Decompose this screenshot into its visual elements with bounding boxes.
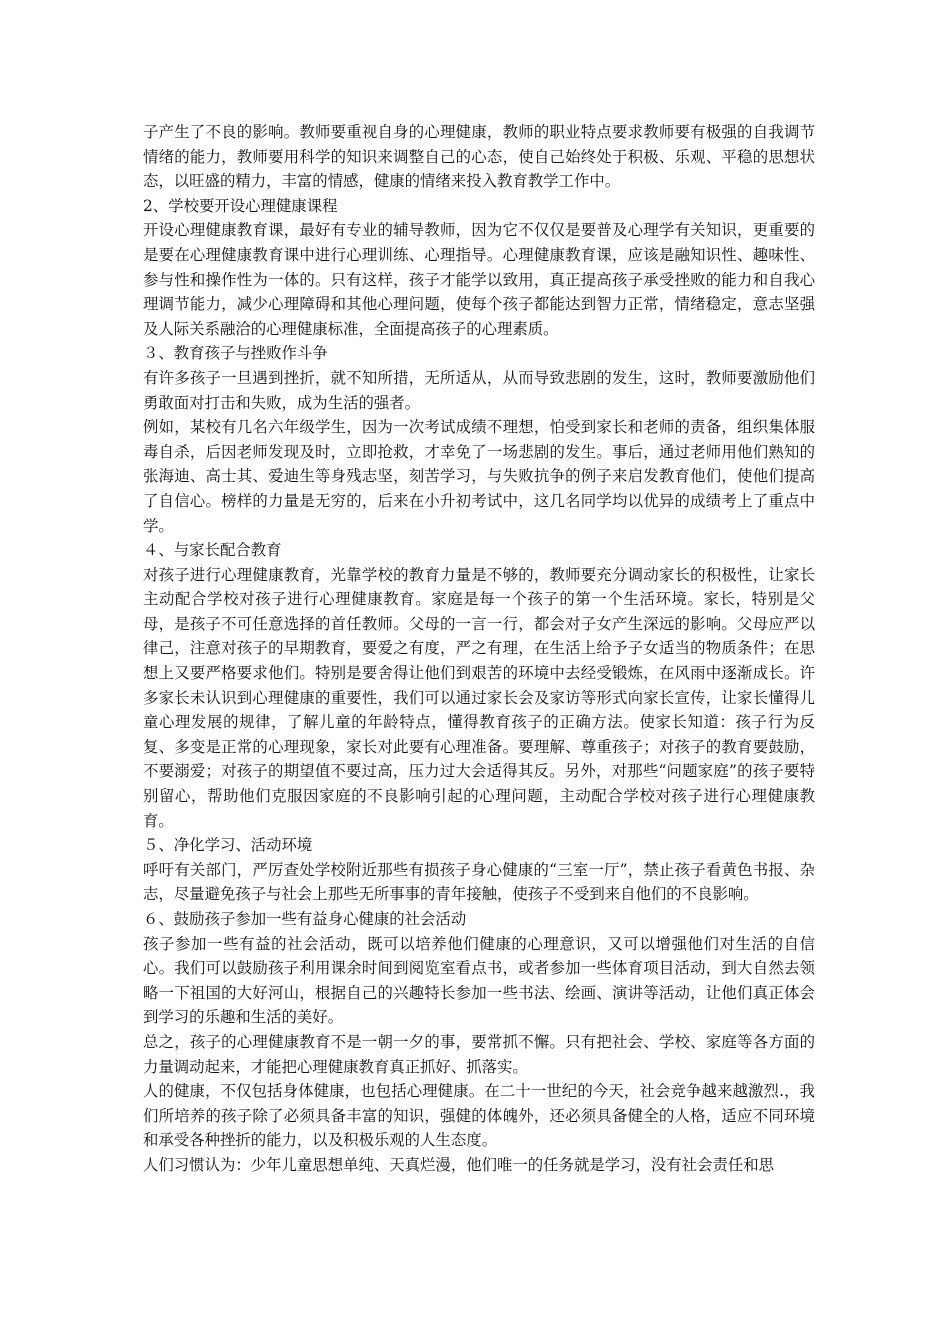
section-heading-6: ６、鼓励孩子参加一些有益身心健康的社会活动 (143, 910, 467, 928)
section-heading-3: ３、教育孩子与挫败作斗争 (143, 344, 328, 363)
paragraph-face-setbacks: 有许多孩子一旦遇到挫折，就不知所措，无所适从，从而导致悲剧的发生，这时，教师要激励他们勇敢面对打击和失败，成为生活的强者。 (143, 368, 815, 412)
paragraph-clean-environment: 呼吁有关部门，严厉查处学校附近那些有损孩子身心健康的“三室一厅”，禁止孩子看黄色书报、杂志，尽量避免孩子与社会上那些无所事事的青年接触，使孩子不受到来自他们的不良影响。 (143, 860, 815, 904)
paragraph-social-activities: 孩子参加一些有益的社会活动，既可以培养他们健康的心理意识，又可以增强他们对生活的自信心。我们可以鼓励孩子利用课余时间到阅览室看点书，或者参加一些体育项目活动，到大自然去领略一下祖国的大好河山，根据自己的兴趣特长参加一些书法、绘画、演讲等活动，让他们真正体会到学习的乐趣和生活的美好。 (143, 934, 815, 1027)
paragraph-example-story: 例如，某校有几名六年级学生，因为一次考试成绩不理想，怕受到家长和老师的责备，组织集体服毒自杀，后因老师发现及时，立即抢救，才幸免了一场悲剧的发生。事后，通过老师用他们熟知的张海迪、高士其、爱迪生等身残志坚，刻苦学习，与失败抗争的例子来启发教育他们，使他们提高了自信心。榜样的力量是无穷的，后来在小升初考试中，这几名同学均以优异的成绩考上了重点中学。 (143, 418, 815, 535)
paragraph-teacher-mental-health: 子产生了不良的影响。教师要重视自身的心理健康，教师的职业特点要求教师要有极强的自我调节情绪的能力，教师要用科学的知识来调整自己的心态，使自己始终处于积极、乐观、平稳的思想状态，以旺盛的精力，丰富的情感，健康的情绪来投入教育教学工作中。 (143, 123, 815, 191)
section-heading-5: ５、净化学习、活动环境 (143, 836, 313, 855)
paragraph-summary: 总之，孩子的心理健康教育不是一朝一夕的事，要常抓不懈。只有把社会、学校、家庭等各方面的力量调动起来，才能把心理健康教育真正抓好、抓落实。 (143, 1032, 815, 1076)
section-heading-4: ４、与家长配合教育 (143, 541, 282, 560)
paragraph-parent-cooperation: 对孩子进行心理健康教育，光靠学校的教育力量是不够的，教师要充分调动家长的积极性，让家长主动配合学校对孩子进行心理健康教育。家庭是每一个孩子的第一个生活环境。家长，特别是父母，是孩子不可任意选择的首任教师。父母的一言一行，都会对子女产生深远的影响。父母应严以律己，注意对孩子的早期教育，要爱之有度，严之有理，在生活上给予子女适当的物质条件；在思想上又要严格要求他们。特别是要舍得让他们到艰苦的环境中去经受锻炼，在风雨中逐渐成长。许多家长未认识到心理健康的重要性，我们可以通过家长会及家访等形式向家长宣传，让家长懂得儿童心理发展的规律，了解儿童的年龄特点，懂得教育孩子的正确方法。使家长知道：孩子行为反复、多变是正常的心理现象，家长对此要有心理准备。要理解、尊重孩子；对孩子的教育要鼓励，不要溺爱；对孩子的期望值不要过高，压力过大会适得其反。另外，对那些“问题家庭”的孩子要特别留心，帮助他们克服因家庭的不良影响引起的心理问题，主动配合学校对孩子进行心理健康教育。 (143, 565, 815, 830)
paragraph-health-definition: 人的健康，不仅包括身体健康，也包括心理健康。在二十一世纪的今天，社会竞争越来越激烈.，我们所培养的孩子除了必须具备丰富的知识，强健的体魄外，还必须具备健全的人格，适应不同环境和承受各种挫折的能力，以及积极乐观的人生态度。 (143, 1082, 815, 1150)
section-heading-2: 2、学校要开设心理健康课程 (143, 196, 338, 215)
paragraph-common-belief: 人们习惯认为：少年儿童思想单纯、天真烂漫，他们唯一的任务就是学习，没有社会责任和思 (143, 1155, 775, 1174)
document-page (143, 120, 815, 1178)
paragraph-mental-health-course: 开设心理健康教育课，最好有专业的辅导教师，因为它不仅仅是要普及心理学有关知识，更重要的是要在心理健康教育课中进行心理训练、心理指导。心理健康教育课，应该是融知识性、趣味性、参与性和操作性为一体的。只有这样，孩子才能学以致用，真正提高孩子承受挫败的能力和自我心理调节能力，减少心理障碍和其他心理问题，使每个孩子都能达到智力正常，情绪稳定，意志坚强及人际关系融洽的心理健康标准，全面提高孩子的心理素质。 (143, 221, 815, 338)
